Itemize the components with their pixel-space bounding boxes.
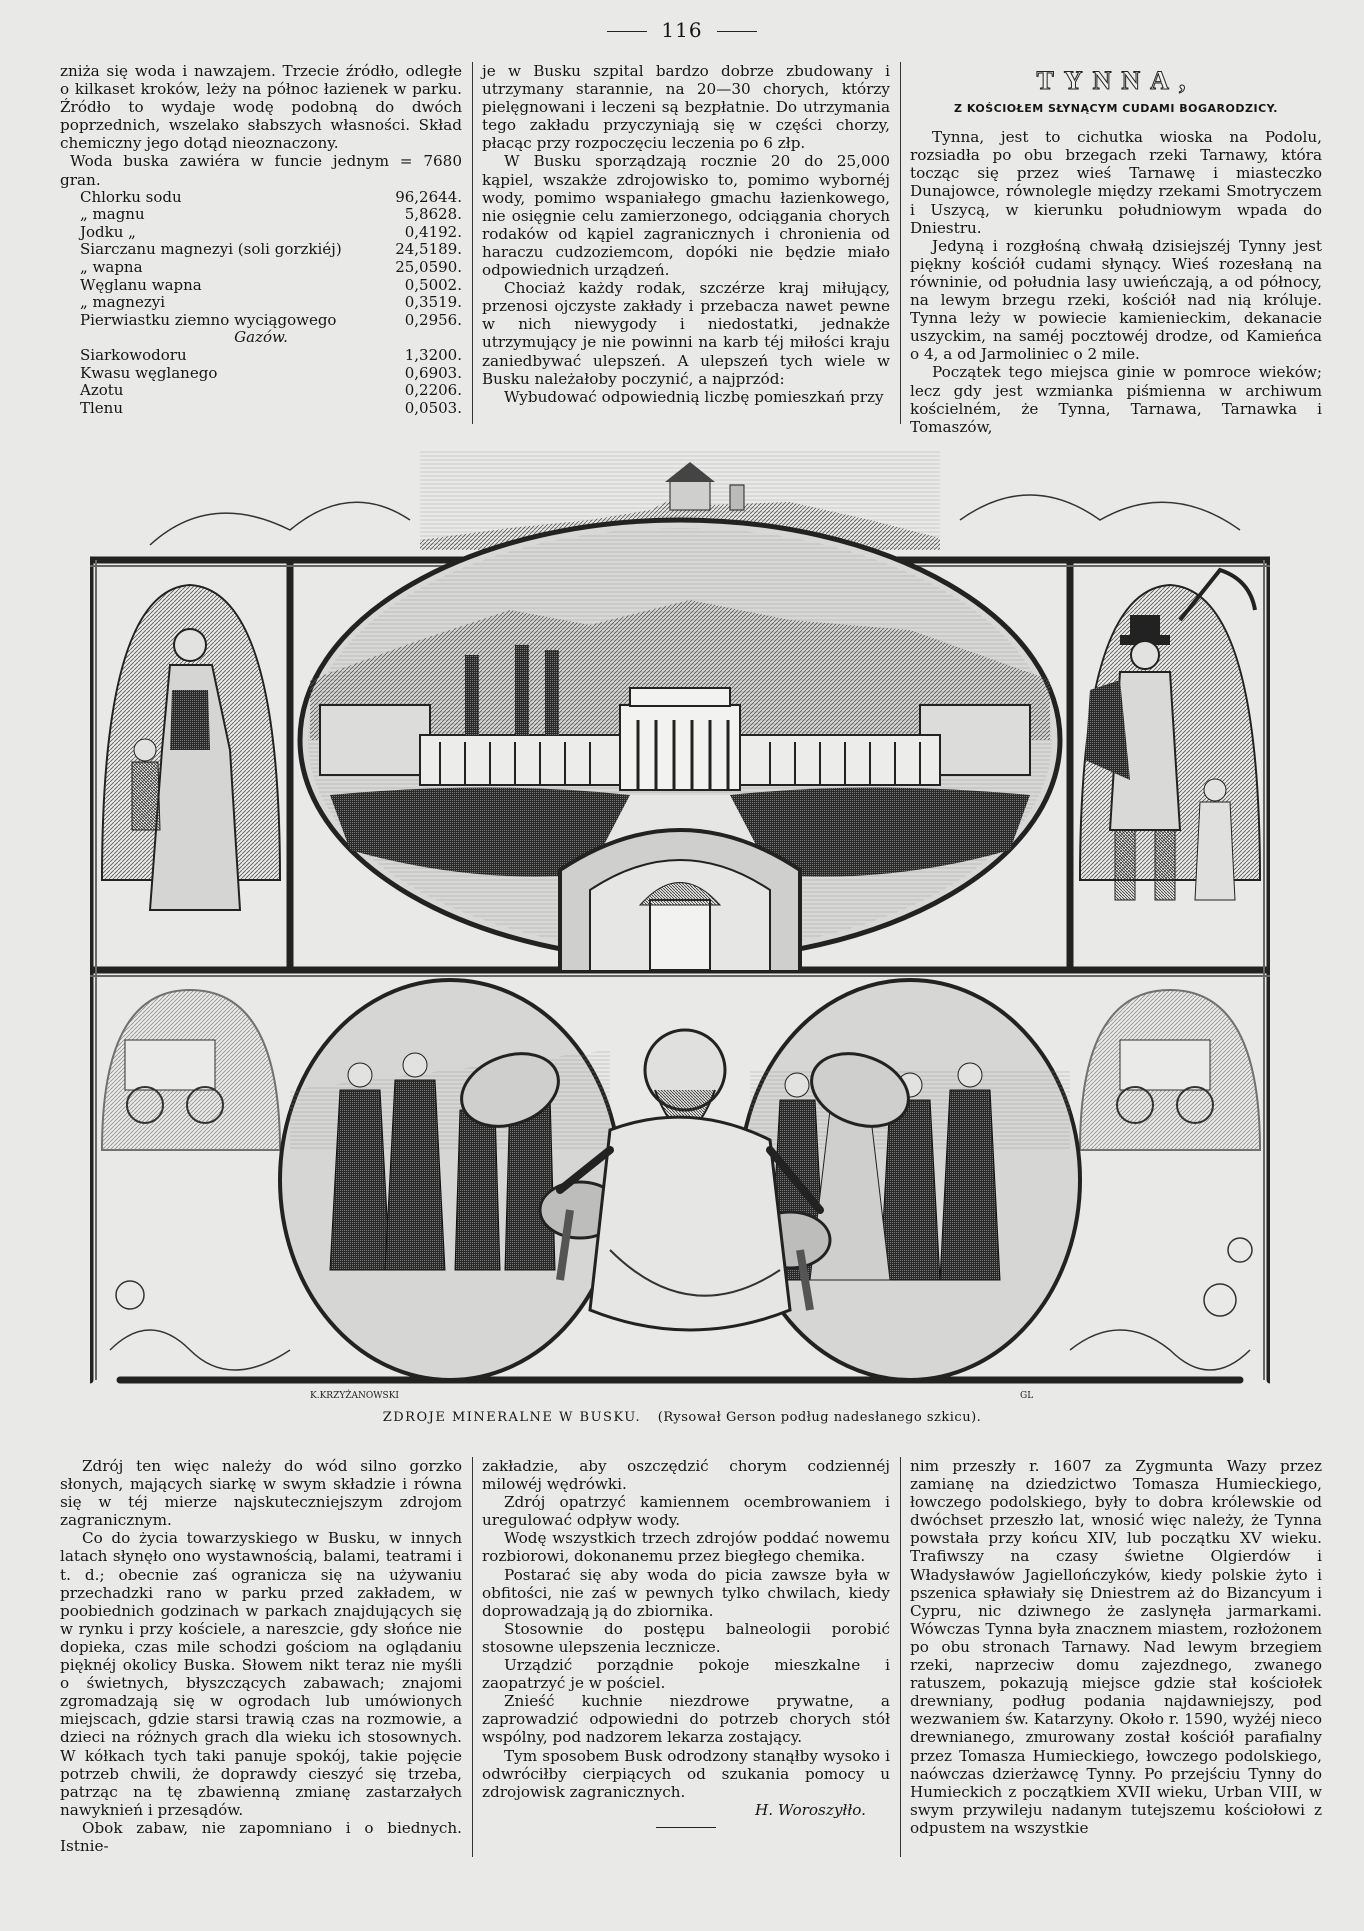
gases-heading-row [60,329,462,347]
table-row [60,382,462,400]
substance-name: „ magnu [80,205,145,224]
substance-value: 24,5189. [395,240,462,259]
column-divider [472,1457,473,1857]
top-middle-column [482,62,890,406]
substance-name: Kwasu węglanego [80,363,218,382]
paragraph: Tynna, jest to cichutka wioska na Podolu, rozsiadła po obu brzegach rzeki Tarnawy, która tocząc się przez wieś Tarnawę i miasteczko Dunajowce, równolegle między rzekami Smotryczem i Uszycą, w kierunku południowym wpada do Dniestru. [910,128,1322,237]
article-title: TYNNA, [1036,66,1196,95]
bottom-right-column [910,1457,1322,1837]
table-row [60,294,462,312]
column-divider [472,62,473,424]
lower-right-carriage [1080,990,1260,1150]
table-row [60,347,462,365]
substance-value: 0,2206. [404,381,462,400]
table-row [60,224,462,242]
top-right-column [910,62,1322,436]
paragraph: Chociaż każdy rodak, szczérze kraj miłujący, przenosi ojczyste zakłady i przebacza nawet pewne w nich niewygody i niedostatki, jednakże utrzymujący je nie powinni na karb téj miłości kraju zaniedbywać ulepszeń. A ulepszeń tych wiele w Busku należałoby poczynić, a najprzód: [482,279,890,388]
pump-room-pavilion [560,830,800,970]
paragraph: W Busku sporządzają rocznie 20 do 25,000 kąpiel, wszakże zdrojowisko to, pomimo wybornéj wody, pomimo wspaniałego gmachu łazienkowego, nie osięgnie celu zamierzonego, odciągania chorych rodaków od kąpiel zagranicznych i chronienia od haraczu cudzoziemcom, dopóki nie będzie miało odpowiednich urządzeń. [482,152,890,280]
engraver-signature-left: K.KRZYŻANOWSKI [310,1391,399,1401]
illustration-caption [0,1410,1364,1425]
top-left-column [60,62,462,417]
substance-name: „ wapna [80,258,143,277]
substance-value: 1,3200. [404,346,462,364]
gases-heading: Gazów. [234,328,288,347]
substance-name: Tlenu [80,398,124,417]
paragraph: Wodę wszystkich trzech zdrojów poddać nowemu rozbiorowi, dokonanemu przez biegłego chemika. [482,1529,890,1566]
paragraph: Początek tego miejsca ginie w pomroce wieków; lecz gdy jest wzmianka piśmienna w archiwum kościelném, że Tynna, Tarnawa, Tarnawka i Tomaszów, [910,363,1322,436]
table-row [60,277,462,295]
paragraph: Obok zabaw, nie zapomniano i o biednych. Istnie- [60,1818,462,1855]
paragraph: Zdrój opatrzyć kamiennem ocembrowaniem i uregulować odpływ wody. [482,1493,890,1530]
table-row [60,312,462,330]
caption-title: ZDROJE MINERALNE W BUSKU. [382,1410,642,1425]
table-row [60,206,462,224]
table-row [60,259,462,277]
substance-value: 0,2956. [404,310,462,329]
substance-name: Pierwiastku ziemno wyciągowego [80,310,337,329]
substance-value: 25,0590. [395,258,462,277]
substance-name: Siarczanu magnezyi (soli gorzkiéj) [80,240,342,259]
busko-spa-engraving [90,450,1270,1405]
substance-value: 0,3519. [404,293,462,312]
substance-value: 96,2644. [395,187,462,206]
substance-value: 0,0503. [404,398,462,417]
paragraph: je w Busku szpital bardzo dobrze zbudowany i utrzymany starannie, na 20—30 chorych, którzy pielęgnowani i leczeni są bezpłatnie. Do utrzymania tego zakładu przyczyniają się w części chorzy, płacąc przy rozpoczęciu leczenia po 6 złp. [482,62,890,153]
substance-value: 0,6903. [404,363,462,382]
paragraph: Urządzić porządnie pokoje mieszkalne i zaopatrzyć je w pościel. [482,1656,890,1693]
mineral-composition-table [60,189,462,418]
paragraph: nim przeszły r. 1607 za Zygmunta Wazy przez zamianę na dziedzictwo Tomasza Humieckiego, łowczego podolskiego, były to dobra królewskie od dwóchset przeszło lat, wnosić więc należy, że Tynna powstała przy końcu XIV, lub początku XV wieku. Trafiwszy na czasy świetne Olgierdów i Władysławów Jagiellończyków, kiedy polskie żyto i pszenica spławiały się Dniestrem aż do Bizancyum i Cypru, nic dziwnego że zaslynęła jarmarkami. Wówczas Tynna była znacznem miastem, rozłożonem po obu stronach Tarnawy. Nad lewym brzegiem rzeki, naprzeciw domu zajezdnego, zwanego ratuszem, pokazują miejsce gdzie stał kościołek drewniany, podług podania najdawniejszy, pod wezwaniem św. Katarzyny. Około r. 1590, wyżéj nieco drewnianego, zmurowany został kościół parafialny przez Tomasza Humieckiego, łowczego podolskiego, naówczas dzierżawcę Tynny. Po przejściu Tynny do Humieckich z początkiem XVII wieku, Urban VIII, w swym przywileju nadanym tutejszemu kościołowi z odpustem na wszystkie [910,1457,1322,1837]
substance-value: 0,4192. [404,222,462,241]
author-signature: H. Woroszyłło. [755,1800,866,1819]
engraving-illustration [90,450,1270,1405]
substance-name: Węglanu wapna [80,275,202,294]
table-row [60,400,462,418]
column-divider [900,1457,901,1857]
table-row [60,189,462,207]
column-divider [900,62,901,424]
left-panel-woman-child [102,585,280,910]
paragraph: Postarać się aby woda do picia zawsze była w obfitości, nie zaś w pewnych tylko chwilach, kiedy doprowadzają ją do zbiornika. [482,1565,890,1620]
paragraph: Wybudować odpowiednią liczbę pomieszkań przy [504,387,884,406]
paragraph: Znieść kuchnie niezdrowe prywatne, a zaprowadzić odpowiedni do potrzeb chorych stół wspólny, pod nadzorem lekarza zostający. [482,1692,890,1747]
right-panel-man-scythe [1080,570,1260,900]
paragraph: Stosownie do postępu balneologii porobić stosowne ulepszenia lecznicze. [482,1619,890,1656]
table-heading: Woda buska zawiéra w funcie jednym = 7680 gran. [60,152,462,189]
bottom-middle-column [482,1457,890,1828]
paragraph: Zdrój ten więc należy do wód silno gorzko słonych, mających siarkę w swym składzie i równa się w téj mierze najskuteczniejszym zdrojom zagranicznym. [60,1457,462,1530]
page-number: 116 [0,18,1364,42]
caption-credit: (Rysował Gerson podług nadesłanego szkicu). [657,1410,982,1425]
paragraph: Tym sposobem Busk odrodzony stanąłby wysoko i odwróciłby cierpiących od szukania pomocy u zdrojowisk zagranicznych. [482,1746,890,1801]
lower-left-carriage [102,990,280,1150]
substance-name: Jodku „ [80,222,136,241]
substance-name: Azotu [80,381,124,400]
paragraph: zniża się woda i nawzajem. Trzecie źródło, odległe o kilkaset kroków, leży na północ łazienek w parku. Źródło to wydaje wodę podobną do dwóch poprzednich, wszelako słabszych własności. Skład chemiczny jego dotąd nieoznaczony. [60,62,462,153]
end-rule [656,1827,716,1828]
substance-name: „ magnezyi [80,293,166,312]
table-row [60,365,462,383]
paragraph: Co do życia towarzyskiego w Busku, w innych latach słynęło ono wystawnością, balami, teatrami i t. d.; obecnie zaś ogranicza się na używaniu przechadzki rano w parku przed zakładem, w poobiednich godzinach w parkach znajdujących się w rynku i przy kościele, a nareszcie, gdy słońce nie dopieka, czas mile schodzi gościom na oglądaniu pięknéj okolicy Buska. Słowem nikt teraz nie myśli o świetnych, błyszczących zabawach; znajomi zgromadzają się w ogrodach lub umówionych miejscach, gdzie starsi trawią czas na rozmowie, a dzieci na różnych grach dla wieku ich stosownych. W kółkach tych taki panuje spokój, takie pojęcie potrzeb chwili, że doprawdy cieszyć się trzeba, patrząc na tę zbawienną zmianę zastarzałych nawyknień i przesądów. [60,1529,462,1819]
substance-name: Siarkowodoru [80,346,187,364]
engraver-signature-right: GL [1020,1391,1034,1401]
paragraph: Jedyną i rozgłośną chwałą dzisiejszéj Tynny jest piękny kościół cudami słynący. Wieś rozesłaną na równinie, od południa lasy uwieńczają, a od północy, na lewym brzegu rzeki, kościół nad nią króluje. Tynna leży w powiecie kamienieckim, dekanacie uszyckim, na saméj pocztowéj drodze, od Kamieńca o 4, a od Jarmoliniec o 2 mile. [910,236,1322,364]
article-subtitle: Z KOŚCIOŁEM SŁYNĄCYM CUDAMI BOGARODZICY. [954,102,1278,116]
substance-value: 0,5002. [404,275,462,294]
substance-value: 5,8628. [404,205,462,224]
substance-name: Chlorku sodu [80,187,182,206]
paragraph: zakładzie, aby oszczędzić chorym codziennéj milowéj wędrówki. [482,1457,890,1494]
bottom-left-column [60,1457,462,1855]
table-row [60,241,462,259]
